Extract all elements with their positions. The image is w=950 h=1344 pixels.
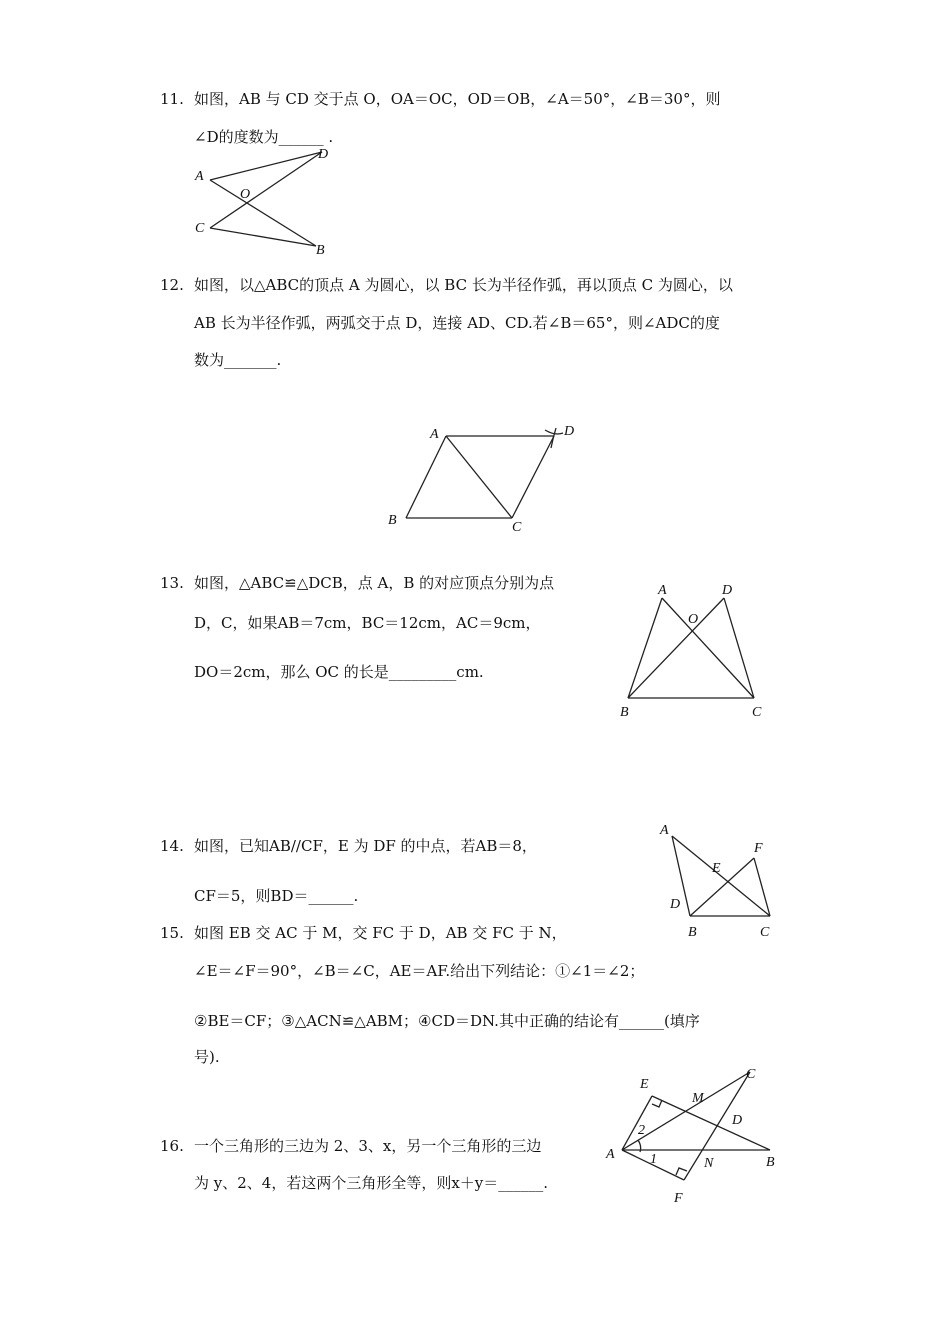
question-15-line-1: 如图 EB 交 AC 于 M，交 FC 于 D，AB 交 FC 于 N， xyxy=(194,924,567,942)
q15-label-b: B xyxy=(766,1155,775,1170)
question-15-figure xyxy=(600,1062,790,1207)
q13-label-d: D xyxy=(722,583,733,598)
question-14-line-2: CF＝5，则BD＝______. xyxy=(194,887,359,905)
q12-label-d: D xyxy=(564,424,575,439)
q15-label-c: C xyxy=(746,1067,756,1082)
question-13-figure xyxy=(612,578,782,723)
question-11-line-2: ∠D的度数为______ . xyxy=(194,128,334,146)
question-12-line-2: AB 长为半径作弧，两弧交于点 D，连接 AD、CD.若∠B＝65°，则∠ADC的度 xyxy=(194,314,720,332)
q15-label-1: 1 xyxy=(650,1152,657,1167)
question-12-line-3: 数为_______. xyxy=(194,351,282,369)
q11-label-c: C xyxy=(195,221,205,236)
q15-label-e: E xyxy=(640,1077,649,1092)
question-11-figure xyxy=(190,148,340,258)
q12-label-b: B xyxy=(388,513,397,528)
question-13-line-2: D，C，如果AB＝7cm，BC＝12cm，AC＝9cm， xyxy=(194,614,541,632)
question-16-line-1: 一个三角形的三边为 2、3、x，另一个三角形的三边 xyxy=(194,1137,542,1155)
question-11-number: 11. xyxy=(160,90,184,108)
question-13-line-1: 如图，△ABC≌△DCB，点 A，B 的对应顶点分别为点 xyxy=(194,574,555,592)
q13-label-c: C xyxy=(752,705,762,720)
question-12-number: 12. xyxy=(160,276,184,294)
question-14-line-1: 如图，已知AB//CF，E 为 DF 的中点，若AB＝8， xyxy=(194,837,537,855)
q11-label-o: O xyxy=(240,187,251,202)
q11-label-b: B xyxy=(316,243,325,258)
q14-label-b: B xyxy=(688,925,697,940)
question-12-figure xyxy=(382,418,602,538)
q15-label-f: F xyxy=(674,1191,683,1206)
q15-label-2: 2 xyxy=(638,1123,645,1138)
question-12-line-1: 如图，以△ABC的顶点 A 为圆心，以 BC 长为半径作弧，再以顶点 C 为圆心，以 xyxy=(194,276,733,294)
question-14-figure xyxy=(656,818,786,943)
q14-label-a: A xyxy=(660,823,669,838)
q12-label-a: A xyxy=(430,427,439,442)
question-15-line-3: ②BE＝CF；③△ACN≌△ABM；④CD＝DN.其中正确的结论有______(填序 xyxy=(194,1012,700,1030)
q15-label-m: M xyxy=(692,1091,704,1106)
question-15-number: 15. xyxy=(160,924,184,942)
q15-label-n: N xyxy=(704,1156,714,1171)
q14-label-f: F xyxy=(754,841,763,856)
question-13-line-3: DO＝2cm，那么 OC 的长是_________cm. xyxy=(194,663,484,681)
q14-label-c: C xyxy=(760,925,770,940)
question-13-number: 13. xyxy=(160,574,184,592)
q15-label-d: D xyxy=(732,1113,743,1128)
q13-label-b: B xyxy=(620,705,629,720)
question-15-line-2: ∠E＝∠F＝90°，∠B＝∠C，AE＝AF.给出下列结论：①∠1＝∠2； xyxy=(194,962,645,980)
question-11-line-1: 如图，AB 与 CD 交于点 O，OA＝OC，OD＝OB，∠A＝50°，∠B＝30°，则 xyxy=(194,90,721,108)
q13-label-a: A xyxy=(658,583,667,598)
q15-label-a: A xyxy=(606,1147,615,1162)
q13-label-o: O xyxy=(688,612,699,627)
q11-label-a: A xyxy=(195,169,204,184)
q14-label-e: E xyxy=(712,861,721,876)
q12-label-c: C xyxy=(512,520,522,535)
question-16-number: 16. xyxy=(160,1137,184,1155)
question-16-line-2: 为 y、2、4，若这两个三角形全等，则x＋y＝______. xyxy=(194,1174,549,1192)
question-14-number: 14. xyxy=(160,837,184,855)
q11-label-d: D xyxy=(318,148,329,162)
question-15-line-4: 号). xyxy=(194,1048,220,1066)
q14-label-d: D xyxy=(670,897,681,912)
